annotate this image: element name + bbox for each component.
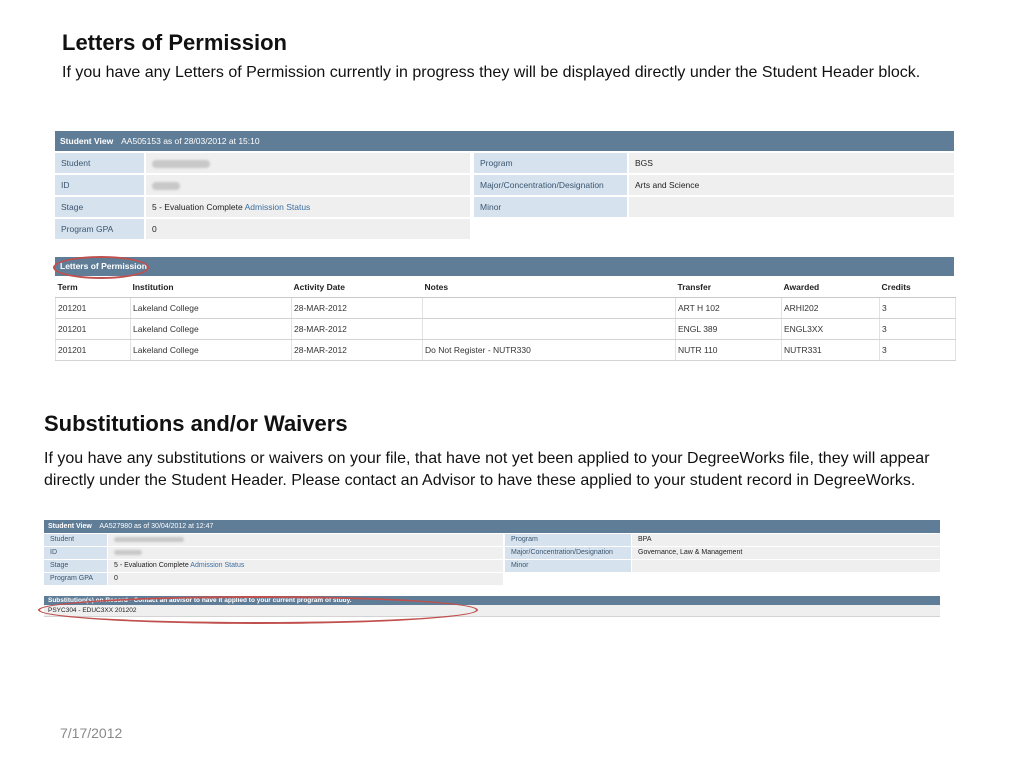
table-row — [56, 319, 956, 340]
cell-transfer: ART H 102 — [676, 298, 782, 319]
table-header-row — [56, 276, 956, 298]
header-row-stage — [55, 195, 954, 217]
label-program: Program — [505, 534, 631, 546]
cell-activity-date: 28-MAR-2012 — [292, 298, 423, 319]
cell-awarded: ARHI202 — [782, 298, 880, 319]
value-id-redacted — [108, 547, 503, 559]
label-program-gpa: Program GPA — [55, 219, 144, 239]
column-term: Term — [56, 276, 131, 298]
cell-transfer: ENGL 389 — [676, 319, 782, 340]
header-row-gpa — [55, 217, 954, 239]
value-student-redacted — [146, 153, 470, 173]
label-minor: Minor — [474, 197, 627, 217]
cell-notes — [423, 298, 676, 319]
admission-status-link[interactable]: Admission Status — [190, 562, 245, 569]
student-view-header-bar — [44, 520, 940, 533]
table-row — [56, 298, 956, 319]
student-view-meta: AA527980 as of 30/04/2012 at 12:47 — [99, 523, 214, 530]
column-activity-date: Activity Date — [292, 276, 423, 298]
value-student-redacted — [108, 534, 503, 546]
column-institution: Institution — [131, 276, 292, 298]
student-view-title: Student View — [60, 136, 114, 146]
label-major: Major/Concentration/Designation — [505, 547, 631, 559]
value-program: BGS — [629, 153, 954, 173]
table-row — [56, 340, 956, 361]
header-row-id — [44, 546, 940, 559]
label-id: ID — [44, 547, 107, 559]
label-minor: Minor — [505, 560, 631, 572]
column-transfer: Transfer — [676, 276, 782, 298]
value-stage — [108, 560, 503, 572]
label-program: Program — [474, 153, 627, 173]
value-program-gpa: 0 — [108, 573, 503, 585]
value-major: Governance, Law & Management — [632, 547, 940, 559]
letters-of-permission-table — [55, 276, 956, 361]
label-program-gpa: Program GPA — [44, 573, 107, 585]
cell-term: 201201 — [56, 319, 131, 340]
cell-institution: Lakeland College — [131, 319, 292, 340]
label-id: ID — [55, 175, 144, 195]
cell-notes — [423, 319, 676, 340]
header-row-gpa — [44, 572, 940, 585]
substitutions-bar: Substitution(s) on Record - Contact an advisor to have it applied to your current program of study. — [44, 596, 940, 605]
section-body-letters-of-permission: If you have any Letters of Permission currently in progress they will be displayed directly under the Student Header block. — [62, 64, 921, 81]
cell-credits: 3 — [880, 298, 956, 319]
cell-notes: Do Not Register - NUTR330 — [423, 340, 676, 361]
cell-activity-date: 28-MAR-2012 — [292, 340, 423, 361]
stage-text: 5 - Evaluation Complete — [114, 562, 189, 569]
section-title-letters-of-permission: Letters of Permission — [62, 30, 287, 55]
value-minor — [632, 560, 940, 572]
admission-status-link[interactable]: Admission Status — [244, 202, 311, 212]
label-student: Student — [44, 534, 107, 546]
student-view-header-bar — [55, 131, 954, 151]
header-row-student — [44, 533, 940, 546]
annotation-circle-substitutions — [38, 596, 478, 624]
student-view-title: Student View — [48, 523, 92, 530]
cell-term: 201201 — [56, 298, 131, 319]
footer-date: 7/17/2012 — [60, 725, 123, 741]
value-program-gpa: 0 — [146, 219, 470, 239]
header-row-student — [55, 151, 954, 173]
value-stage — [146, 197, 470, 217]
header-row-stage — [44, 559, 940, 572]
cell-transfer: NUTR 110 — [676, 340, 782, 361]
header-row-id — [55, 173, 954, 195]
value-program: BPA — [632, 534, 940, 546]
letters-of-permission-bar: Letters of Permission — [55, 257, 954, 276]
column-credits: Credits — [880, 276, 956, 298]
cell-awarded: ENGL3XX — [782, 319, 880, 340]
column-awarded: Awarded — [782, 276, 880, 298]
stage-text: 5 - Evaluation Complete — [152, 202, 243, 212]
section-body-substitutions: If you have any substitutions or waivers on your file, that have not yet been applied to your DegreeWorks file, they will appear directly under the Student Header. Please contact an Advisor to have these applied to your student record in DegreeWorks. — [44, 450, 930, 489]
cell-activity-date: 28-MAR-2012 — [292, 319, 423, 340]
cell-credits: 3 — [880, 340, 956, 361]
label-stage: Stage — [44, 560, 107, 572]
value-id-redacted — [146, 175, 470, 195]
value-minor — [629, 197, 954, 217]
label-major: Major/Concentration/Designation — [474, 175, 627, 195]
student-view-meta: AA505153 as of 28/03/2012 at 15:10 — [121, 136, 260, 146]
cell-credits: 3 — [880, 319, 956, 340]
annotation-circle-letters-of-permission — [53, 256, 149, 279]
value-major: Arts and Science — [629, 175, 954, 195]
cell-awarded: NUTR331 — [782, 340, 880, 361]
substitution-row: PSYC304 - EDUC3XX 201202 — [44, 605, 940, 617]
cell-term: 201201 — [56, 340, 131, 361]
label-stage: Stage — [55, 197, 144, 217]
label-student: Student — [55, 153, 144, 173]
section-title-substitutions: Substitutions and/or Waivers — [44, 411, 348, 436]
student-view-screenshot-1 — [55, 131, 954, 361]
cell-institution: Lakeland College — [131, 298, 292, 319]
column-notes: Notes — [423, 276, 676, 298]
cell-institution: Lakeland College — [131, 340, 292, 361]
